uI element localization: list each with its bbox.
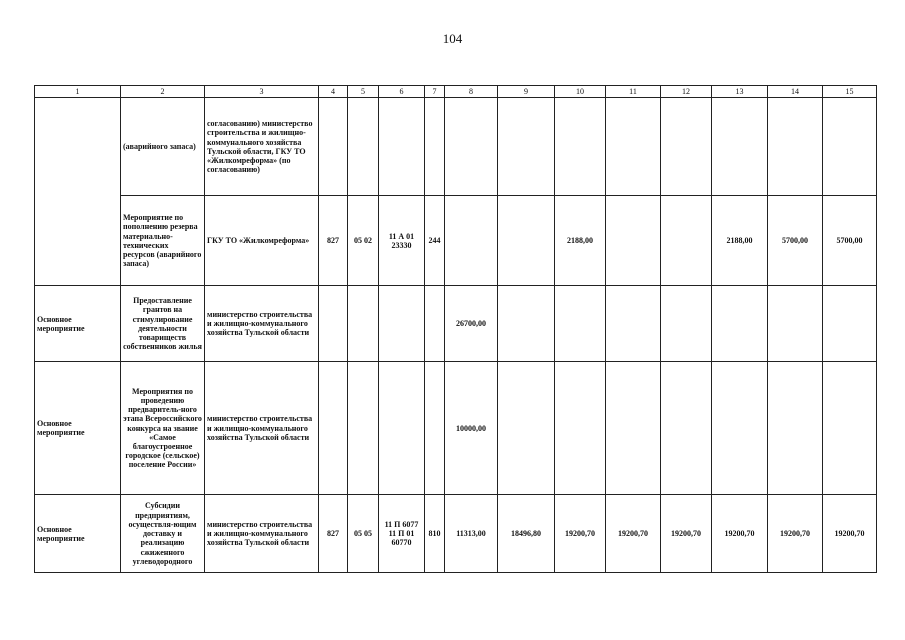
table-cell: 19200,70 (661, 495, 712, 573)
table-row (35, 196, 877, 286)
table-cell (348, 98, 379, 196)
table-cell: 2188,00 (712, 196, 768, 286)
table-cell (379, 362, 425, 495)
table-cell: (аварийного запаса) (121, 98, 205, 196)
table-cell: 244 (425, 196, 445, 286)
table-cell (498, 286, 555, 362)
table-cell (425, 286, 445, 362)
table-cell: 5700,00 (768, 196, 823, 286)
table-cell (661, 98, 712, 196)
table-cell (768, 362, 823, 495)
table-cell (661, 362, 712, 495)
header-cell: 6 (379, 86, 425, 98)
table-cell: министерство строительства и жилищно-коммунального хозяйства Тульской области (205, 286, 319, 362)
header-cell: 13 (712, 86, 768, 98)
table-cell (425, 98, 445, 196)
table-cell (555, 362, 606, 495)
table-cell: 19200,70 (555, 495, 606, 573)
table-cell (712, 98, 768, 196)
table-cell: 05 02 (348, 196, 379, 286)
header-cell: 11 (606, 86, 661, 98)
table-row (35, 286, 877, 362)
table-cell (425, 362, 445, 495)
table-row (35, 362, 877, 495)
table-row (35, 98, 877, 196)
table-cell: 19200,70 (823, 495, 877, 573)
table-row (35, 495, 877, 573)
table-cell: Основное мероприятие (35, 362, 121, 495)
table-cell (348, 362, 379, 495)
table-cell: 19200,70 (606, 495, 661, 573)
table-cell: 26700,00 (445, 286, 498, 362)
header-cell: 9 (498, 86, 555, 98)
table-cell (498, 98, 555, 196)
table-cell (712, 286, 768, 362)
table-cell (823, 98, 877, 196)
table-cell (606, 196, 661, 286)
table-cell: Предоставление грантов на стимулирование деятельности товариществ собственников жилья (121, 286, 205, 362)
table-cell: Мероприятия по проведению предваритель-ного этапа Всероссийского конкурса на звание «Самое благоустроенное городское (сельское) поселение России» (121, 362, 205, 495)
table-cell: 11313,00 (445, 495, 498, 573)
table-cell: 11 П 6077 11 П 01 60770 (379, 495, 425, 573)
table-cell: 05 05 (348, 495, 379, 573)
table-cell (768, 286, 823, 362)
header-cell: 12 (661, 86, 712, 98)
table-cell (498, 362, 555, 495)
table-cell (606, 362, 661, 495)
table-cell (319, 286, 348, 362)
page-number: 104 (442, 31, 463, 46)
table-cell: 827 (319, 495, 348, 573)
table-cell: согласованию) министерство строительства и жилищно-коммунального хозяйства Тульской области, ГКУ ТО «Жилкомреформа» (по согласованию) (205, 98, 319, 196)
table-cell: 2188,00 (555, 196, 606, 286)
budget-table (34, 85, 877, 573)
table-cell (606, 98, 661, 196)
table-cell (712, 362, 768, 495)
header-cell: 15 (823, 86, 877, 98)
table-cell (823, 286, 877, 362)
table-cell (35, 98, 121, 286)
table-cell (445, 98, 498, 196)
header-cell: 14 (768, 86, 823, 98)
table-cell (319, 98, 348, 196)
table-cell (319, 362, 348, 495)
table-cell: ГКУ ТО «Жилкомреформа» (205, 196, 319, 286)
table-cell (768, 98, 823, 196)
table-cell (661, 196, 712, 286)
table-cell (555, 286, 606, 362)
table-cell: Основное мероприятие (35, 286, 121, 362)
table-cell: 19200,70 (712, 495, 768, 573)
header-cell: 1 (35, 86, 121, 98)
header-cell: 10 (555, 86, 606, 98)
table-cell (661, 286, 712, 362)
header-cell: 2 (121, 86, 205, 98)
table-cell: Основное мероприятие (35, 495, 121, 573)
table-cell: 5700,00 (823, 196, 877, 286)
table-cell (606, 286, 661, 362)
header-cell: 4 (319, 86, 348, 98)
table-cell: Субсидии предприятиям, осуществля-ющим доставку и реализацию сжиженного углеводородного (121, 495, 205, 573)
table-cell: 810 (425, 495, 445, 573)
header-cell: 8 (445, 86, 498, 98)
table-cell: министерство строительства и жилищно-коммунального хозяйства Тульской области (205, 362, 319, 495)
table-cell (379, 286, 425, 362)
header-cell: 5 (348, 86, 379, 98)
table-cell: Мероприятие по пополнению резерва материально-технических ресурсов (аварийного запаса) (121, 196, 205, 286)
table-cell (498, 196, 555, 286)
table-cell: 19200,70 (768, 495, 823, 573)
table-cell: 11 А 01 23330 (379, 196, 425, 286)
header-cell: 7 (425, 86, 445, 98)
table-cell (348, 286, 379, 362)
table-cell (379, 98, 425, 196)
table-cell: министерство строительства и жилищно-коммунального хозяйства Тульской области (205, 495, 319, 573)
header-cell: 3 (205, 86, 319, 98)
table-header-row (35, 86, 877, 98)
table-cell: 10000,00 (445, 362, 498, 495)
table-cell: 18496,80 (498, 495, 555, 573)
table-cell: 827 (319, 196, 348, 286)
table-cell (823, 362, 877, 495)
table-cell (445, 196, 498, 286)
table-cell (555, 98, 606, 196)
